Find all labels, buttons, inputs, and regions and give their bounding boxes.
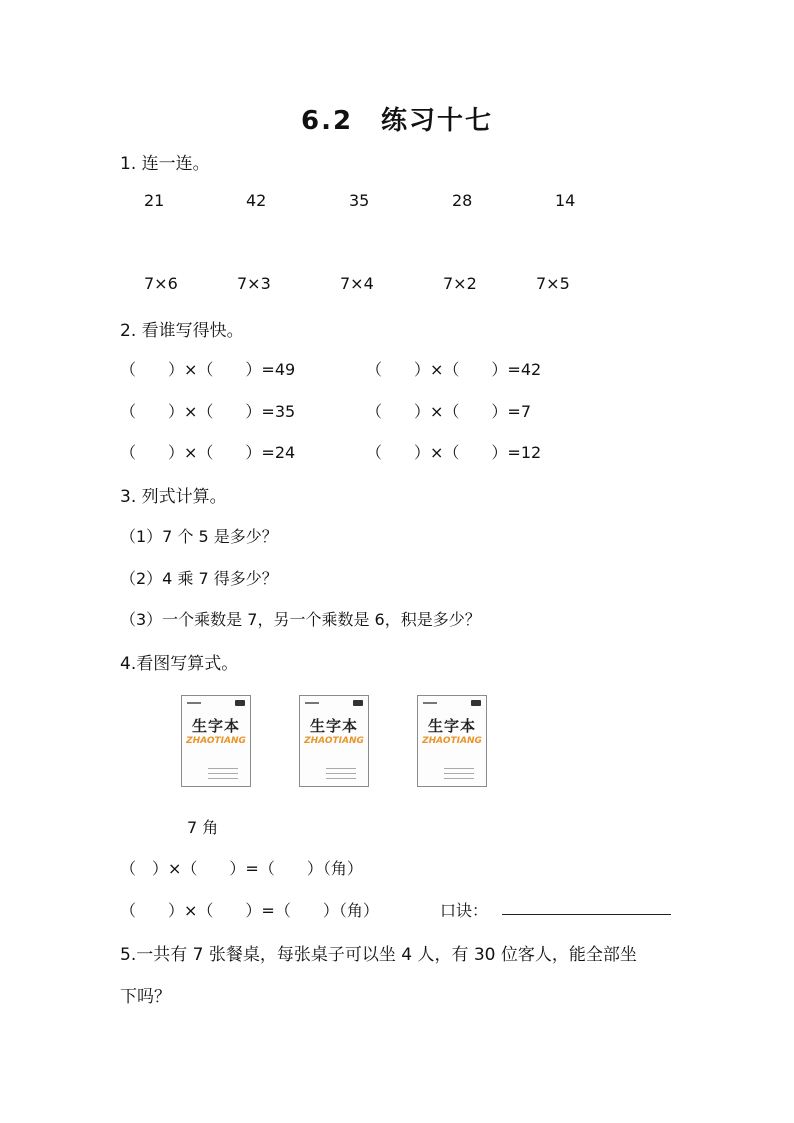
calc-item: （3）一个乘数是 7，另一个乘数是 6，积是多少？ <box>120 610 481 629</box>
fill-equation: （ ）×（ ）=24 <box>120 443 296 462</box>
match-number: 35 <box>349 191 370 210</box>
match-number: 42 <box>246 191 267 210</box>
fill-equation: （ ）×（ ）=35 <box>120 402 296 421</box>
match-expression: 7×4 <box>340 274 374 293</box>
notebook-subtitle: ZHAOTIANG <box>422 736 482 746</box>
calc-item: （2）4 乘 7 得多少？ <box>120 569 278 588</box>
notebook-title: 生字本 <box>309 717 358 735</box>
notebook-image <box>417 695 487 787</box>
notebook-title: 生字本 <box>191 717 240 735</box>
match-number: 28 <box>452 191 473 210</box>
fill-equation: （ ）×（ ）=12 <box>366 443 542 462</box>
notebook-image <box>181 695 251 787</box>
question-5-line-2: 下吗？ <box>120 987 171 1007</box>
question-4-label: 4.看图写算式。 <box>120 654 239 674</box>
notebook-subtitle: ZHAOTIANG <box>304 736 364 746</box>
match-number: 21 <box>144 191 165 210</box>
fill-equation: （ ）×（ ）=49 <box>120 360 296 379</box>
match-expression: 7×2 <box>443 274 477 293</box>
match-expression: 7×6 <box>144 274 178 293</box>
page-title: 6.2 练习十七 <box>301 106 494 136</box>
question-2-label: 2. 看谁写得快。 <box>120 321 244 341</box>
fill-equation: （ ）×（ ）=（ ）（角） <box>120 859 363 878</box>
question-3-label: 3. 列式计算。 <box>120 487 227 507</box>
fill-equation: （ ）×（ ）=42 <box>366 360 542 379</box>
notebook-subtitle: ZHAOTIANG <box>186 736 246 746</box>
question-1-label: 1. 连一连。 <box>120 154 210 174</box>
price-label: 7 角 <box>187 818 219 837</box>
answer-blank-line <box>502 914 671 915</box>
koujue-label: 口诀： <box>440 901 489 920</box>
notebook-title: 生字本 <box>427 717 476 735</box>
fill-equation: （ ）×（ ）=（ ）（角） <box>120 901 379 920</box>
match-expression: 7×5 <box>536 274 570 293</box>
notebook-image <box>299 695 369 787</box>
calc-item: （1）7 个 5 是多少？ <box>120 527 278 546</box>
match-number: 14 <box>555 191 576 210</box>
fill-equation: （ ）×（ ）=7 <box>366 402 531 421</box>
question-5-line-1: 5.一共有 7 张餐桌，每张桌子可以坐 4 人，有 30 位客人，能全部坐 <box>120 945 637 965</box>
match-expression: 7×3 <box>237 274 271 293</box>
